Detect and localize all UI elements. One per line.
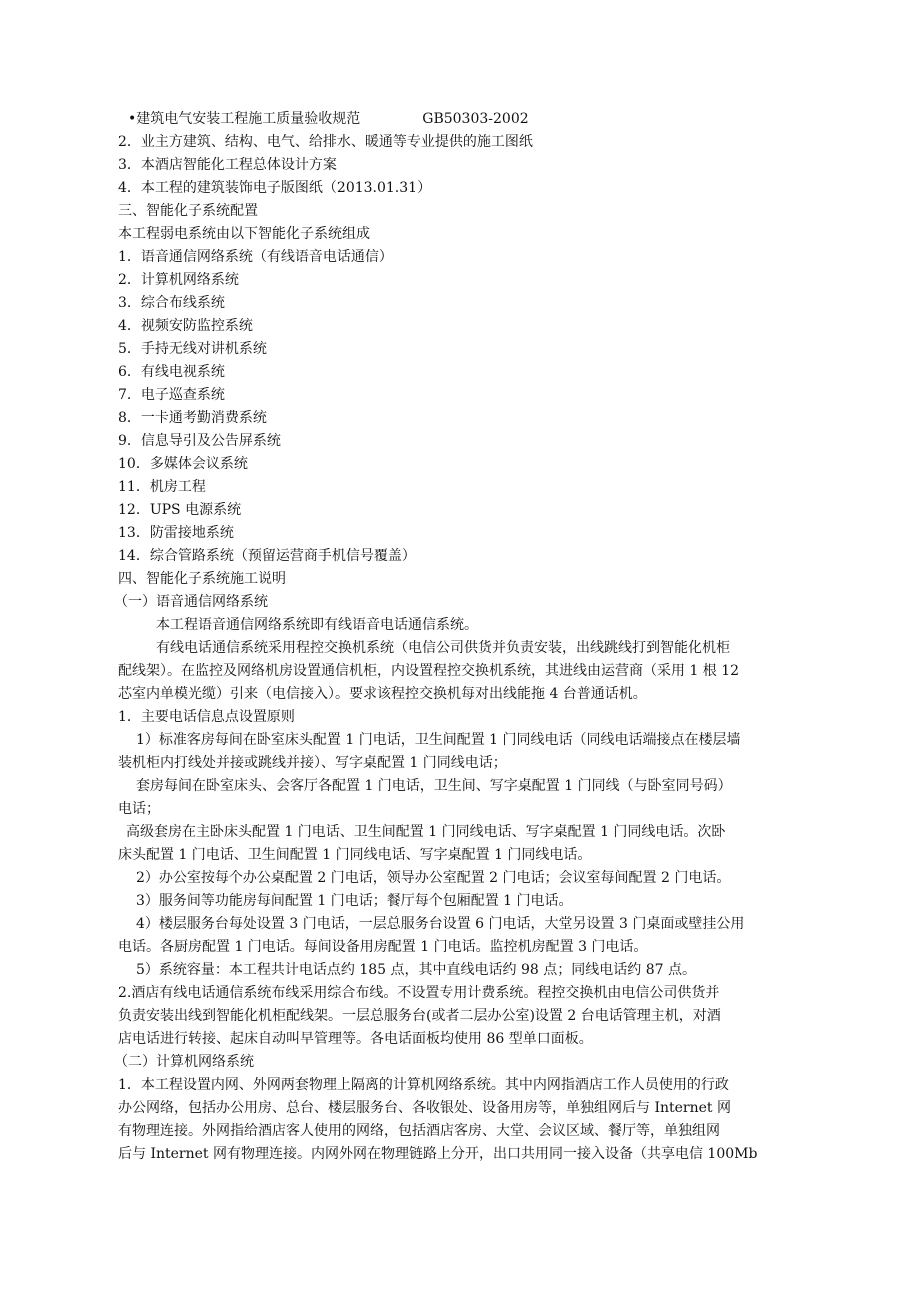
text-line [0,292,920,315]
text-line [0,131,920,154]
text-line [0,821,920,844]
text-line [0,476,920,499]
text-line [0,637,920,660]
text-line [0,200,920,223]
line-text: 床头配置 1 门电话、卫生间配置 1 门同线电话、写字桌配置 1 门同线电话。 [118,847,592,863]
line-text: 2）办公室按每个办公桌配置 2 门电话，领导办公室配置 2 门电话；会议室每间配置 2 门电话。 [136,870,731,886]
line-text: 1．主要电话信息点设置原则 [118,709,295,725]
line-text: 2．计算机网络系统 [118,272,239,288]
text-line [0,660,920,683]
text-line [0,706,920,729]
text-line [0,798,920,821]
line-text: 四、智能化子系统施工说明 [118,571,286,587]
line-text: 有线电话通信系统采用程控交换机系统（电信公司供货并负责安装，出线跳线打到智能化机柜 [156,640,730,656]
text-line [0,1120,920,1143]
line-text: 办公网络，包括办公用房、总台、楼层服务台、各收银处、设备用房等，单独组网后与 Internet 网 [118,1100,731,1116]
text-line [0,522,920,545]
text-line [0,959,920,982]
text-line [0,338,920,361]
text-line [0,614,920,637]
line-text: 3．本酒店智能化工程总体设计方案 [118,157,337,173]
standard-code: GB50303-2002 [422,111,529,127]
text-line [0,430,920,453]
text-line [0,1143,920,1166]
text-line [0,269,920,292]
document-body [0,108,920,1166]
text-line [0,1074,920,1097]
line-text: 装机柜内打线处并接或跳线并接）、写字桌配置 1 门同线电话； [118,755,507,771]
line-text: 5）系统容量：本工程共计电话点约 185 点，其中直线电话约 98 点；同线电话约 87 点。 [136,962,696,978]
text-line [0,1028,920,1051]
line-text: 4．视频安防监控系统 [118,318,253,334]
line-text: 配线架）。在监控及网络机房设置通信机柜，内设置程控交换机系统，其进线由运营商（采用 1 根 12 [118,663,740,679]
line-text: 1）标准客房每间在卧室床头配置 1 门电话，卫生间配置 1 门同线电话（同线电话端接点在楼层墙 [136,732,741,748]
text-line [0,154,920,177]
text-line [0,545,920,568]
line-text: 12．UPS 电源系统 [118,502,242,518]
text-line [0,1005,920,1028]
line-text: 负责安装出线到智能化机柜配线架。一层总服务台(或者二层办公室)设置 2 台电话管理主机，对酒 [118,1008,721,1024]
text-line [0,568,920,591]
line-text: 6．有线电视系统 [118,364,225,380]
line-text: 11．机房工程 [118,479,206,495]
text-line [0,315,920,338]
text-line [0,982,920,1005]
line-text: 9．信息导引及公告屏系统 [118,433,281,449]
line-text: 4．本工程的建筑装饰电子版图纸（2013.01.31） [118,180,432,196]
line-text: 8．一卡通考勤消费系统 [118,410,267,426]
line-text: 2.酒店有线电话通信系统布线采用综合布线。不设置专用计费系统。程控交换机由电信公司供货并 [118,985,720,1001]
line-text: 3．综合布线系统 [118,295,225,311]
line-text: 5．手持无线对讲机系统 [118,341,267,357]
line-text: 套房每间在卧室床头、会客厅各配置 1 门电话，卫生间、写字桌配置 1 门同线（与卧室同号码） [136,778,732,794]
text-line [0,407,920,430]
line-text: •建筑电气安装工程施工质量验收规范 [128,111,361,127]
line-text: 1．语音通信网络系统（有线语音电话通信） [118,249,393,265]
line-text: （二）计算机网络系统 [114,1054,254,1070]
line-text: 4）楼层服务台每处设置 3 门电话，一层总服务台设置 6 门电话，大堂另设置 3 门桌面或壁挂公用 [136,916,745,932]
text-line [0,752,920,775]
line-text: （一）语音通信网络系统 [114,594,268,610]
line-text: 本工程语音通信网络系统即有线语音电话通信系统。 [156,617,478,633]
line-text: 本工程弱电系统由以下智能化子系统组成 [118,226,370,242]
text-line [0,453,920,476]
text-line [0,936,920,959]
text-line [0,108,920,131]
text-line [0,591,920,614]
line-text: 2．业主方建筑、结构、电气、给排水、暖通等专业提供的施工图纸 [118,134,533,150]
line-text: 高级套房在主卧床头配置 1 门电话、卫生间配置 1 门同线电话、写字桌配置 1 门同线电话。次卧 [126,824,726,840]
text-line [0,384,920,407]
line-text: 1．本工程设置内网、外网两套物理上隔离的计算机网络系统。其中内网指酒店工作人员使用的行政 [118,1077,729,1093]
text-line [0,867,920,890]
text-line [0,775,920,798]
line-text: 10．多媒体会议系统 [118,456,248,472]
text-line [0,499,920,522]
line-text: 14．综合管路系统（预留运营商手机信号覆盖） [118,548,416,564]
line-text: 7．电子巡查系统 [118,387,225,403]
text-line [0,729,920,752]
line-text: 有物理连接。外网指给酒店客人使用的网络，包括酒店客房、大堂、会议区域、餐厅等，单独组网 [118,1123,720,1139]
line-text: 电话； [118,801,160,817]
line-text: 芯室内单模光缆）引来（电信接入）。要求该程控交换机每对出线能拖 4 台普通话机。 [118,686,647,702]
text-line [0,246,920,269]
text-line [0,1097,920,1120]
line-text: 后与 Internet 网有物理连接。内网外网在物理链路上分开，出口共用同一接入设备（共享电信 100Mb [118,1146,758,1162]
line-text: 三、智能化子系统配置 [118,203,258,219]
text-line [0,1051,920,1074]
line-text: 店电话进行转接、起床自动叫早管理等。各电话面板均使用 86 型单口面板。 [118,1031,593,1047]
text-line [0,361,920,384]
text-line [0,844,920,867]
line-text: 电话。各厨房配置 1 门电话。每间设备用房配置 1 门电话。监控机房配置 3 门电话。 [118,939,648,955]
text-line [0,177,920,200]
text-line [0,683,920,706]
text-line [0,890,920,913]
line-text: 3）服务间等功能房每间配置 1 门电话；餐厅每个包厢配置 1 门电话。 [136,893,573,909]
line-text: 13．防雷接地系统 [118,525,234,541]
text-line [0,913,920,936]
text-line [0,223,920,246]
